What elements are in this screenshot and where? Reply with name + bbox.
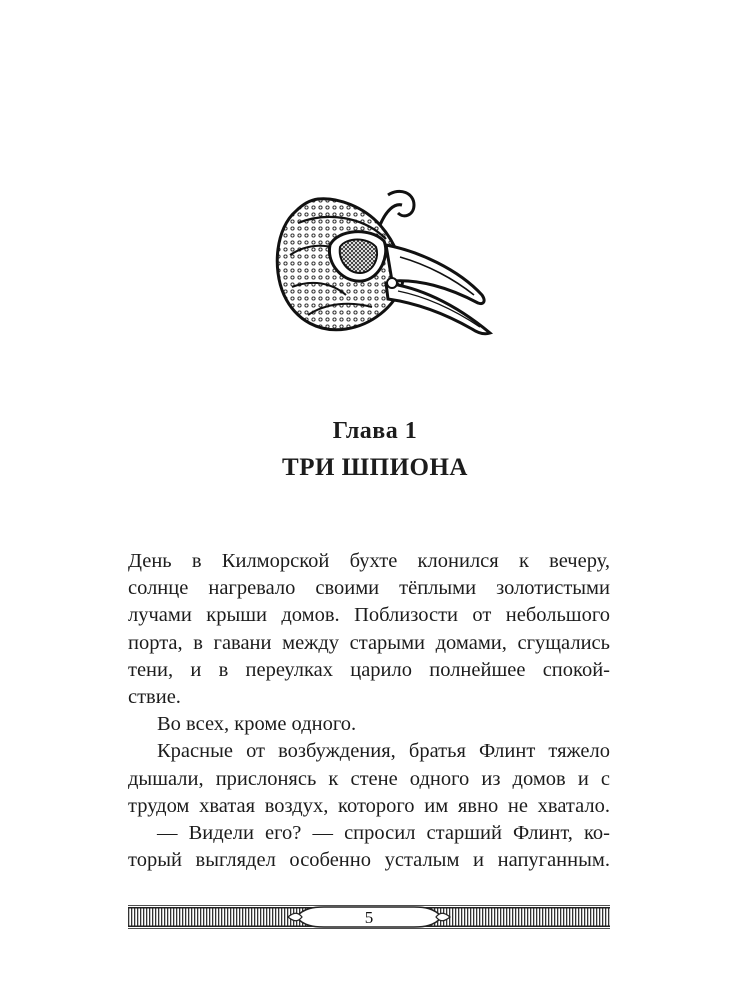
body-line: Красные от возбуждения, братья Флинт тяжело [157,740,610,763]
body-line: солнце нагревало своими тёплыми золотистыми [128,577,610,600]
body-line: тени, и в переулках царило полнейшее спокой- [128,658,610,681]
body-line: лучами крыши домов. Поблизости от небольшого [128,604,610,627]
body-line: дышали, прислонясь к стене одного из домов и с [128,767,610,790]
body-line: трудом хватая воздух, которого им явно не хватало. [128,794,610,817]
page-footer-ornament [128,904,610,930]
plague-doctor-mask-icon [268,183,498,343]
body-line: порта, в гавани между старыми домами, сгущались [128,631,610,654]
body-line: — Видели его? — спросил старший Флинт, ко- [157,821,610,844]
body-line: День в Килморской бухте клонился к вечеру, [128,550,610,572]
chapter-body-text [128,548,610,874]
body-line: торый выглядел особенно усталым и напуганным. [128,849,610,872]
body-line: ствие. [128,685,181,708]
chapter-label: Глава 1 [332,418,418,444]
page-number: 5 [364,908,374,927]
chapter-title: ТРИ ШПИОНА [282,454,468,481]
body-line: Во всех, кроме одного. [157,713,357,736]
